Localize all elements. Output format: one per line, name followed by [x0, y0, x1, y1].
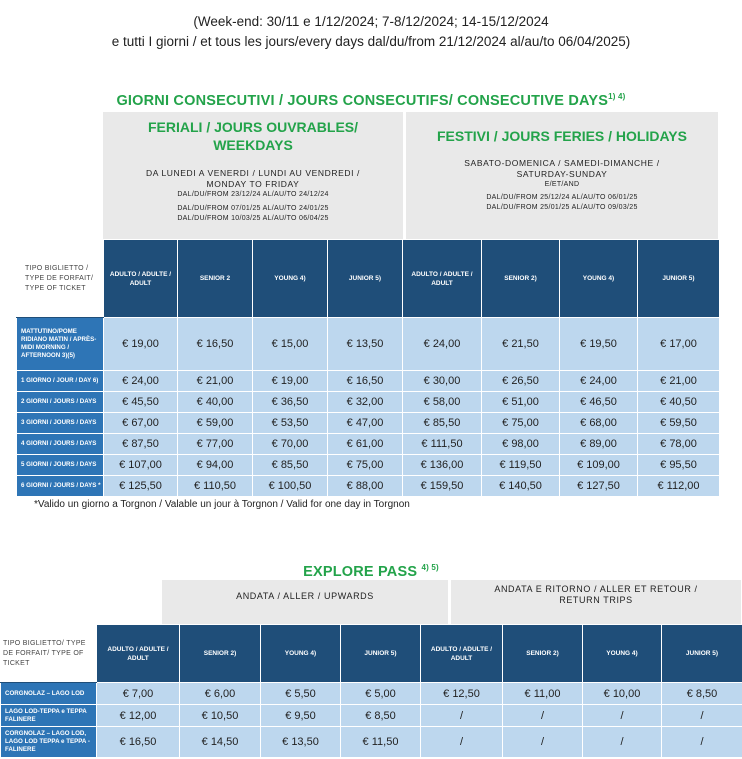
return-label-2: RETURN TRIPS: [559, 595, 633, 605]
table-row: [17, 455, 720, 476]
price-cell: € 7,00: [97, 683, 180, 705]
price-cell: € 110,50: [178, 476, 253, 497]
price-cell: € 26,50: [482, 371, 560, 392]
ticket-type-corner: TIPO BIGLIETTO/ TYPE DE FORFAIT/ TYPE OF TICKET: [1, 625, 97, 683]
price-cell: € 32,00: [328, 392, 403, 413]
col-header: YOUNG 4): [261, 625, 341, 683]
weekdays-sub1: DA LUNEDI A VENERDI / LUNDI AU VENDREDI /: [145, 168, 360, 178]
price-cell: € 100,50: [253, 476, 328, 497]
price-cell: € 119,50: [482, 455, 560, 476]
price-cell: € 87,50: [104, 434, 178, 455]
table-row: [1, 683, 742, 705]
section1-title-text: GIORNI CONSECUTIVI / JOURS CONSECUTIFS/ CONSECUTIVE DAYS: [116, 92, 609, 109]
holidays-sub1: SABATO-DOMENICA / SAMEDI-DIMANCHE /: [464, 158, 660, 168]
price-cell: € 12,00: [97, 705, 180, 727]
price-cell: € 112,00: [638, 476, 720, 497]
weekdays-period1: DAL/DU/FROM 23/12/24 AL/AU/TO 24/12/24: [177, 191, 329, 198]
price-cell: € 36,50: [253, 392, 328, 413]
price-cell: € 47,00: [328, 413, 403, 434]
price-cell: € 16,50: [328, 371, 403, 392]
price-cell: € 61,00: [328, 434, 403, 455]
price-cell: € 136,00: [403, 455, 482, 476]
col-header: SENIOR 2): [503, 625, 583, 683]
price-cell: € 95,50: [638, 455, 720, 476]
price-cell: € 109,00: [560, 455, 638, 476]
price-cell: € 30,00: [403, 371, 482, 392]
weekdays-sub2: MONDAY TO FRIDAY: [206, 179, 300, 189]
price-cell: /: [662, 727, 742, 758]
price-cell: € 24,00: [403, 318, 482, 371]
table-row: [17, 476, 720, 497]
price-cell: € 77,00: [178, 434, 253, 455]
price-cell: € 125,50: [104, 476, 178, 497]
row-label: 5 GIORNI / JOURS / DAYS: [17, 455, 104, 476]
price-cell: € 8,50: [662, 683, 742, 705]
price-cell: € 16,50: [178, 318, 253, 371]
price-cell: € 21,00: [638, 371, 720, 392]
price-cell: € 12,50: [421, 683, 503, 705]
row-label: CORGNOLAZ – LAGO LOD: [1, 683, 97, 705]
table-header-row: [1, 625, 742, 683]
price-cell: € 13,50: [328, 318, 403, 371]
row-label: MATTUTINO/POME RIDIANO MATIN / APRÈS-MIDI MORNING / AFTERNOON 3)(5): [17, 318, 104, 371]
price-cell: € 19,00: [253, 371, 328, 392]
price-cell: /: [583, 727, 662, 758]
price-cell: € 51,00: [482, 392, 560, 413]
table-row: [17, 413, 720, 434]
table-row: [17, 392, 720, 413]
price-cell: € 75,00: [328, 455, 403, 476]
col-header: SENIOR 2): [482, 240, 560, 318]
weekdays-header-block: [103, 112, 403, 239]
price-cell: € 85,50: [403, 413, 482, 434]
price-cell: € 19,50: [560, 318, 638, 371]
col-header: JUNIOR 5): [328, 240, 403, 318]
price-cell: € 68,00: [560, 413, 638, 434]
price-cell: € 19,00: [104, 318, 178, 371]
price-cell: € 89,00: [560, 434, 638, 455]
price-cell: € 24,00: [104, 371, 178, 392]
table-row: [1, 705, 742, 727]
price-cell: € 67,00: [104, 413, 178, 434]
price-cell: € 21,50: [482, 318, 560, 371]
price-cell: € 46,50: [560, 392, 638, 413]
price-cell: /: [503, 727, 583, 758]
ticket-type-corner: TIPO BIGLIETTO / TYPE DE FORFAIT/ TYPE OF TICKET: [17, 240, 104, 318]
price-cell: € 127,50: [560, 476, 638, 497]
price-cell: € 53,50: [253, 413, 328, 434]
holidays-header-block: [406, 112, 718, 239]
row-label: 1 GIORNO / JOUR / DAY 6): [17, 371, 104, 392]
price-cell: /: [503, 705, 583, 727]
col-header: SENIOR 2: [178, 240, 253, 318]
col-header: JUNIOR 5): [341, 625, 421, 683]
price-cell: € 45,50: [104, 392, 178, 413]
row-label: LAGO LOD-TEPPA e TEPPA FALINERE: [1, 705, 97, 727]
price-cell: € 40,50: [638, 392, 720, 413]
row-label: 6 GIORNI / JOURS / DAYS *: [17, 476, 104, 497]
price-cell: € 59,50: [638, 413, 720, 434]
row-label: CORGNOLAZ – LAGO LOD, LAGO LOD TEPPA e TEPPA - FALINERE: [1, 727, 97, 758]
holidays-heading: FESTIVI / JOURS FERIES / HOLIDAYS: [437, 128, 687, 144]
col-header: JUNIOR 5): [638, 240, 720, 318]
price-cell: € 9,50: [261, 705, 341, 727]
table-row: [17, 371, 720, 392]
section1-title: [0, 92, 742, 109]
explore-pass-table: [0, 624, 742, 758]
price-cell: € 13,50: [261, 727, 341, 758]
weekdays-period3: DAL/DU/FROM 10/03/25 AL/AU/TO 06/04/25: [177, 215, 329, 222]
table-row: [17, 318, 720, 371]
col-header: YOUNG 4): [560, 240, 638, 318]
intro-line-2: e tutti I giorni / et tous les jours/every days dal/du/from 21/12/2024 al/au/to 06/04/2025): [111, 34, 631, 49]
row-label: 3 GIORNI / JOURS / DAYS: [17, 413, 104, 434]
col-header: ADULTO / ADULTE / ADULT: [104, 240, 178, 318]
price-cell: € 58,00: [403, 392, 482, 413]
holidays-period2: DAL/DU/FROM 25/01/25 AL/AU/TO 09/03/25: [486, 204, 638, 211]
price-cell: € 98,00: [482, 434, 560, 455]
price-cell: € 11,00: [503, 683, 583, 705]
upwards-header-block: [162, 580, 448, 624]
price-cell: € 59,00: [178, 413, 253, 434]
table-row: [17, 434, 720, 455]
section1-title-sup: 1) 4): [608, 92, 626, 101]
price-cell: € 88,00: [328, 476, 403, 497]
table-header-row: [17, 240, 720, 318]
price-cell: € 78,00: [638, 434, 720, 455]
price-cell: /: [421, 705, 503, 727]
price-cell: € 10,00: [583, 683, 662, 705]
section2-title-text: EXPLORE PASS: [303, 563, 418, 580]
section2-title-sup: 4) 5): [421, 563, 439, 572]
return-header-block: [451, 580, 741, 624]
price-cell: € 5,50: [261, 683, 341, 705]
price-cell: € 6,00: [180, 683, 261, 705]
col-header: ADULTO / ADULTE / ADULT: [403, 240, 482, 318]
row-label: 4 GIORNI / JOURS / DAYS: [17, 434, 104, 455]
intro-line-1: (Week-end: 30/11 e 1/12/2024; 7-8/12/2024; 14-15/12/2024: [193, 14, 549, 29]
weekdays-heading: FERIALI / JOURS OUVRABLES/ WEEKDAYS: [147, 119, 359, 153]
col-header: YOUNG 4): [253, 240, 328, 318]
col-header: JUNIOR 5): [662, 625, 742, 683]
price-cell: € 5,00: [341, 683, 421, 705]
holidays-period1: DAL/DU/FROM 25/12/24 AL/AU/TO 06/01/25: [486, 194, 638, 201]
price-cell: € 70,00: [253, 434, 328, 455]
price-cell: € 10,50: [180, 705, 261, 727]
consecutive-days-table: [16, 239, 720, 497]
col-header: ADULTO / ADULTE / ADULT: [97, 625, 180, 683]
price-cell: € 107,00: [104, 455, 178, 476]
weekdays-period2: DAL/DU/FROM 07/01/25 AL/AU/TO 24/01/25: [177, 205, 329, 212]
price-cell: € 8,50: [341, 705, 421, 727]
price-cell: /: [662, 705, 742, 727]
price-cell: € 75,00: [482, 413, 560, 434]
price-cell: € 111,50: [403, 434, 482, 455]
price-cell: /: [583, 705, 662, 727]
col-header: SENIOR 2): [180, 625, 261, 683]
col-header: ADULTO / ADULTE / ADULT: [421, 625, 503, 683]
price-cell: /: [421, 727, 503, 758]
col-header: YOUNG 4): [583, 625, 662, 683]
price-cell: € 15,00: [253, 318, 328, 371]
price-cell: € 14,50: [180, 727, 261, 758]
price-cell: € 140,50: [482, 476, 560, 497]
upwards-label: ANDATA / ALLER / UPWARDS: [236, 591, 374, 601]
price-cell: € 159,50: [403, 476, 482, 497]
section2-title: [0, 563, 742, 580]
price-cell: € 17,00: [638, 318, 720, 371]
price-cell: € 40,00: [178, 392, 253, 413]
footnote: *Valido un giorno a Torgnon / Valable un jour à Torgnon / Valid for one day in Torgnon: [34, 499, 410, 510]
price-cell: € 94,00: [178, 455, 253, 476]
return-label-1: ANDATA E RITORNO / ALLER ET RETOUR /: [494, 584, 698, 594]
price-cell: € 85,50: [253, 455, 328, 476]
holidays-sub2: SATURDAY-SUNDAY: [516, 169, 608, 179]
price-cell: € 21,00: [178, 371, 253, 392]
table-row: [1, 727, 742, 758]
price-cell: € 24,00: [560, 371, 638, 392]
price-cell: € 16,50: [97, 727, 180, 758]
price-cell: € 11,50: [341, 727, 421, 758]
holidays-sub3: E/ET/AND: [544, 181, 580, 188]
row-label: 2 GIORNI / JOURS / DAYS: [17, 392, 104, 413]
